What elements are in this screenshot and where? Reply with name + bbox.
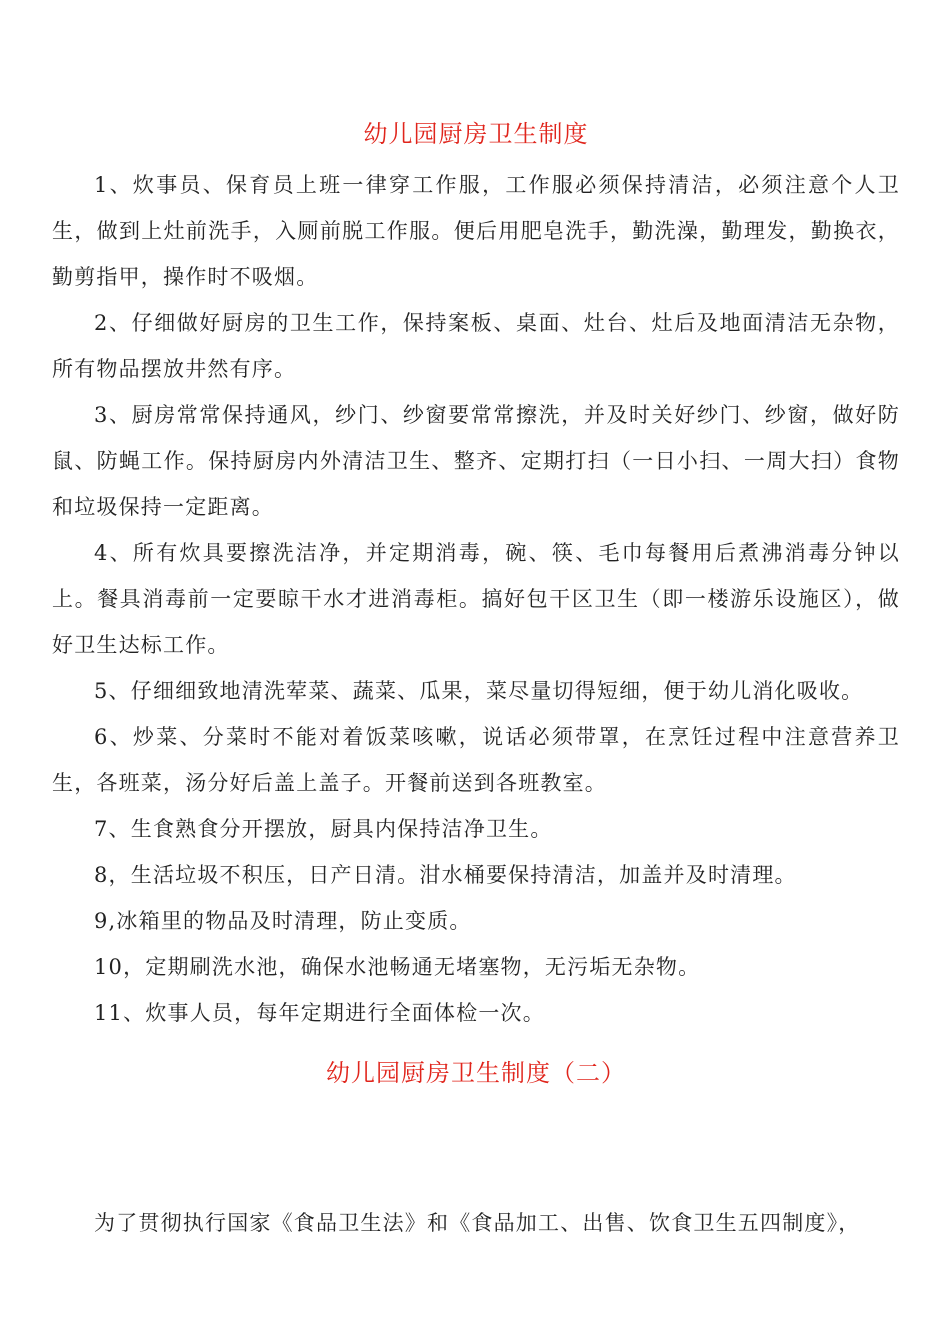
document-subtitle: 幼儿园厨房卫生制度（二） bbox=[326, 1059, 626, 1087]
rule-paragraph-5: 5、仔细细致地清洗荤菜、蔬菜、瓜果，菜尽量切得短细，便于幼儿消化吸收。 bbox=[94, 679, 864, 703]
rule-paragraph-10: 10，定期刷洗水池，确保水池畅通无堵塞物，无污垢无杂物。 bbox=[94, 955, 701, 979]
rule-paragraph-4: 4、所有炊具要擦洗洁净，并定期消毒，碗、筷、毛巾每餐用后煮沸消毒分钟以上。餐具消毒前一定要晾干水才进消毒柜。搞好包干区卫生（即一楼游乐设施区），做好卫生达标工作。 bbox=[52, 541, 900, 657]
rule-paragraph-1: 1、炊事员、保育员上班一律穿工作服，工作服必须保持清洁，必须注意个人卫生，做到上灶前洗手，入厕前脱工作服。便后用肥皂洗手，勤洗澡，勤理发，勤换衣，勤剪指甲，操作时不吸烟。 bbox=[52, 173, 900, 289]
intro-paragraph: 为了贯彻执行国家《食品卫生法》和《食品加工、出售、饮食卫生五四制度》， bbox=[94, 1211, 861, 1235]
rules-list bbox=[52, 162, 900, 1036]
rule-paragraph-6: 6、炒菜、分菜时不能对着饭菜咳嗽，说话必须带罩，在烹饪过程中注意营养卫生，各班菜，汤分好后盖上盖子。开餐前送到各班教室。 bbox=[52, 725, 900, 795]
rule-paragraph-9: 9,冰箱里的物品及时清理，防止变质。 bbox=[94, 909, 472, 933]
document-title: 幼儿园厨房卫生制度 bbox=[363, 120, 589, 148]
rule-paragraph-11: 11、炊事人员，每年定期进行全面体检一次。 bbox=[94, 1001, 545, 1025]
rule-paragraph-8: 8，生活垃圾不积压，日产日清。泔水桶要保持清洁，加盖并及时清理。 bbox=[94, 863, 797, 887]
rule-paragraph-7: 7、生食熟食分开摆放，厨具内保持洁净卫生。 bbox=[94, 817, 553, 841]
rule-paragraph-2: 2、仔细做好厨房的卫生工作，保持案板、桌面、灶台、灶后及地面清洁无杂物，所有物品摆放井然有序。 bbox=[52, 311, 900, 381]
rule-paragraph-3: 3、厨房常常保持通风，纱门、纱窗要常常擦洗，并及时关好纱门、纱窗，做好防鼠、防蝇工作。保持厨房内外清洁卫生、整齐、定期打扫（一日小扫、一周大扫）食物和垃圾保持一定距离。 bbox=[52, 403, 900, 519]
